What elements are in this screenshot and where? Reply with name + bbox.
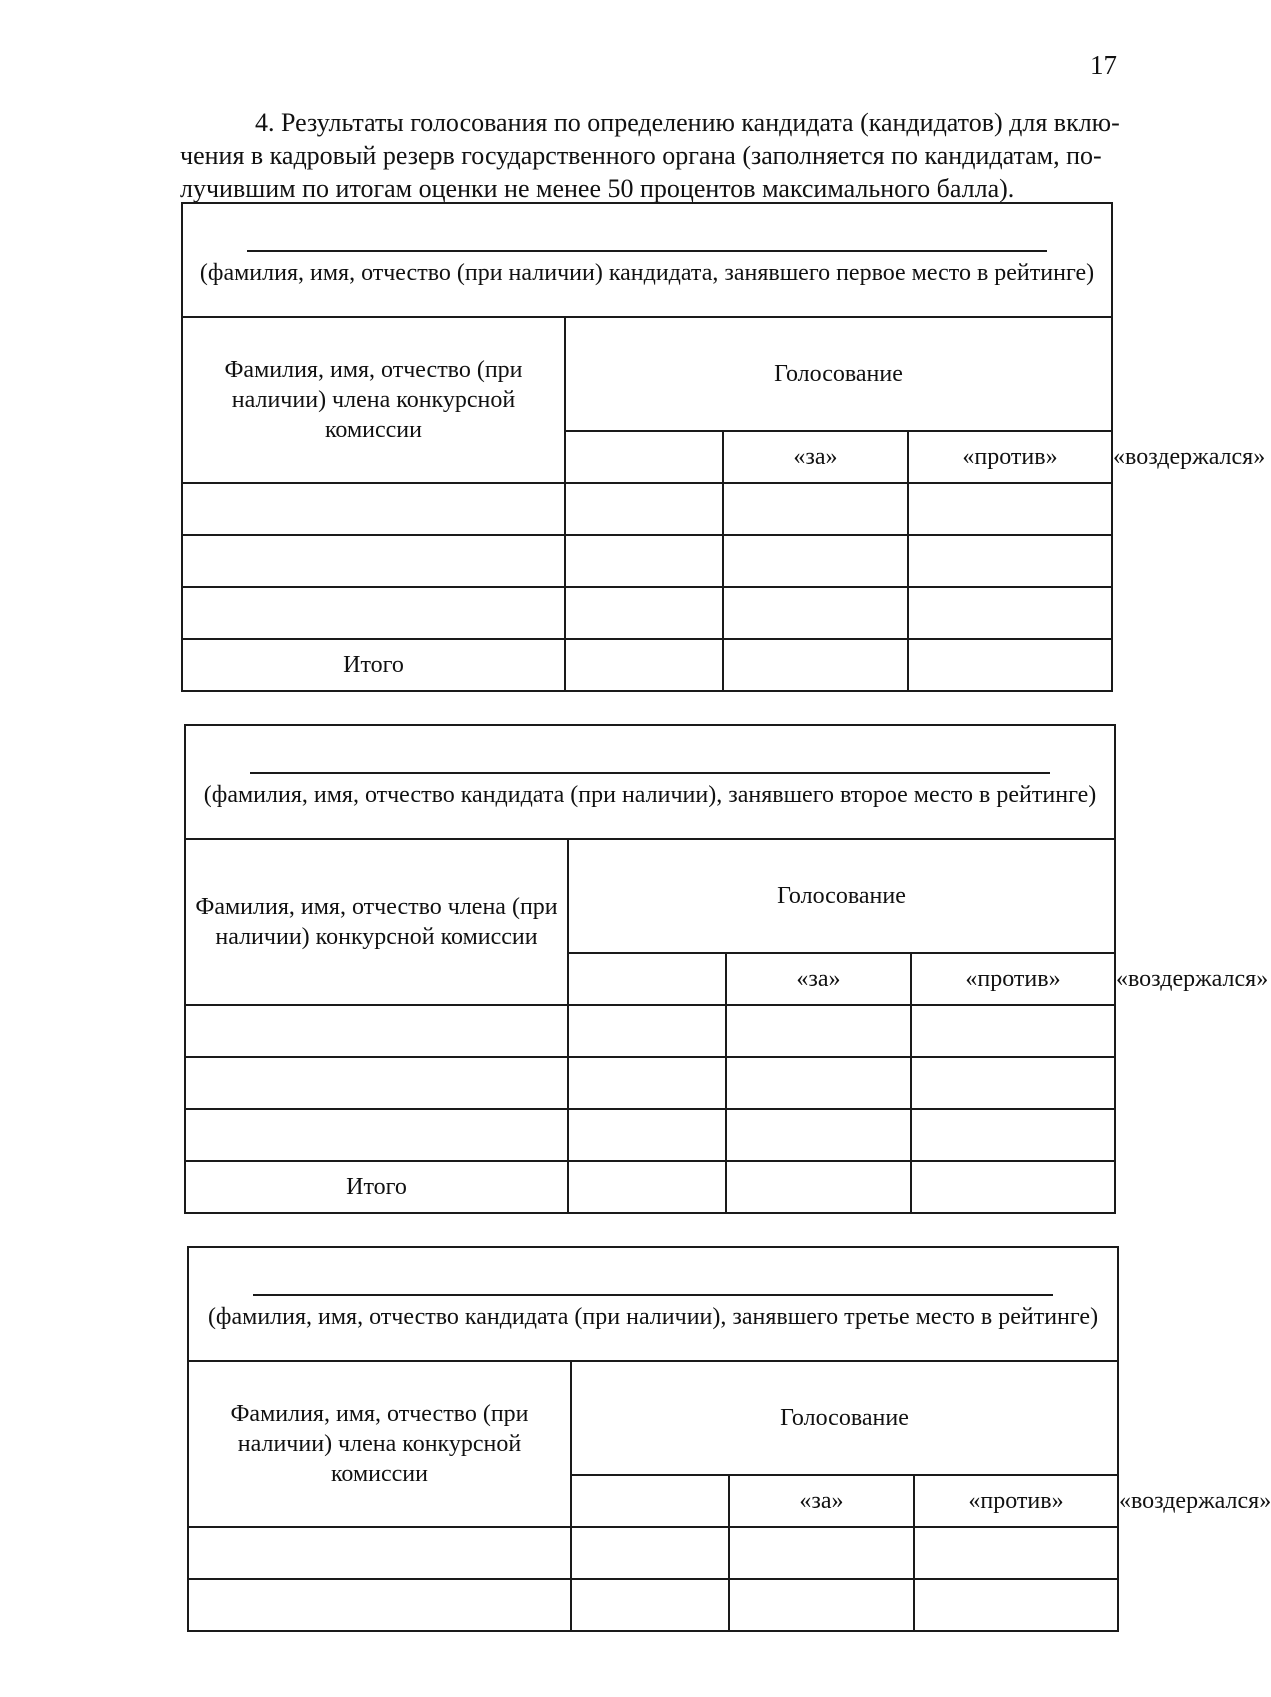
vote-against-cell[interactable]: [726, 1109, 911, 1161]
vote-option-against: «против»: [911, 953, 1115, 1005]
candidate-name-cell[interactable]: [182, 203, 1112, 317]
member-name-cell[interactable]: [185, 1005, 568, 1057]
intro-line-3: лучившим по итогам оценки не менее 50 процентов максимального балла).: [180, 174, 1015, 203]
total-for-cell[interactable]: [568, 1161, 726, 1213]
vote-against-cell[interactable]: [723, 483, 908, 535]
table-row: [182, 587, 1112, 639]
total-against-cell[interactable]: [726, 1161, 911, 1213]
vote-abstain-cell[interactable]: [911, 1109, 1115, 1161]
vote-option-for: «за»: [726, 953, 911, 1005]
vote-abstain-cell[interactable]: [911, 1057, 1115, 1109]
member-name-cell[interactable]: [182, 483, 565, 535]
vote-for-cell[interactable]: [571, 1527, 729, 1579]
vote-for-cell[interactable]: [565, 535, 723, 587]
vote-for-cell[interactable]: [568, 1109, 726, 1161]
member-name-cell[interactable]: [185, 1109, 568, 1161]
candidate-name-line: [247, 250, 1047, 252]
member-name-cell[interactable]: [182, 535, 565, 587]
vote-abstain-cell[interactable]: [908, 587, 1112, 639]
voting-header: Голосование: [568, 839, 1115, 953]
vote-against-cell[interactable]: [726, 1005, 911, 1057]
table-row: [188, 1527, 1118, 1579]
total-abstain-cell[interactable]: [911, 1161, 1115, 1213]
total-row: [182, 639, 1112, 691]
voting-table-third-place: (фамилия, имя, отчество кандидата (при наличии), занявшего третье место в рейтинге) Фамилия, имя, отчество (при наличии) члена конкурсной комиссии Голосование «за» «против» «воздержался»: [187, 1246, 1119, 1632]
member-name-cell[interactable]: [182, 587, 565, 639]
vote-abstain-cell[interactable]: [914, 1579, 1118, 1631]
vote-option-against: «против»: [914, 1475, 1118, 1527]
member-name-cell[interactable]: [188, 1579, 571, 1631]
voting-header: Голосование: [565, 317, 1112, 431]
candidate-name-cell[interactable]: [188, 1247, 1118, 1361]
member-column-header: Фамилия, имя, отчество (при наличии) члена конкурсной комиссии: [188, 1361, 571, 1527]
voting-header: Голосование: [571, 1361, 1118, 1475]
total-row: [185, 1161, 1115, 1213]
vote-option-against: «против»: [908, 431, 1112, 483]
voting-table-second-place: (фамилия, имя, отчество кандидата (при наличии), занявшего второе место в рейтинге) Фамилия, имя, отчество члена (при наличии) конкурсной комиссии Голосование «за» «против» «воздержался» Итого: [184, 724, 1116, 1214]
vote-option-for: «за»: [723, 431, 908, 483]
member-name-cell[interactable]: [571, 1475, 729, 1527]
vote-option-for: «за»: [729, 1475, 914, 1527]
vote-abstain-cell[interactable]: [911, 1005, 1115, 1057]
candidate-name-line: [250, 772, 1050, 774]
vote-abstain-cell[interactable]: [914, 1527, 1118, 1579]
member-name-cell[interactable]: [185, 1057, 568, 1109]
vote-for-cell[interactable]: [565, 483, 723, 535]
total-label: Итого: [185, 1161, 568, 1213]
total-against-cell[interactable]: [723, 639, 908, 691]
vote-for-cell[interactable]: [565, 587, 723, 639]
total-for-cell[interactable]: [565, 639, 723, 691]
member-name-cell[interactable]: [188, 1527, 571, 1579]
vote-against-cell[interactable]: [723, 535, 908, 587]
vote-abstain-cell[interactable]: [908, 535, 1112, 587]
table-row: [188, 1579, 1118, 1631]
table-row: [185, 1005, 1115, 1057]
intro-line-1: 4. Результаты голосования по определению кандидата (кандидатов) для вклю-: [255, 108, 1120, 137]
intro-line-2: чения в кадровый резерв государственного органа (заполняется по кандидатам, по-: [180, 141, 1102, 170]
vote-against-cell[interactable]: [729, 1579, 914, 1631]
table-row: [185, 1109, 1115, 1161]
section-intro-paragraph: [180, 106, 1130, 205]
candidate-caption: (фамилия, имя, отчество кандидата (при наличии), занявшего второе место в рейтинге): [203, 782, 1097, 808]
vote-for-cell[interactable]: [571, 1579, 729, 1631]
candidate-name-cell[interactable]: [185, 725, 1115, 839]
table-row: [185, 1057, 1115, 1109]
page-number: 17: [1090, 50, 1117, 80]
voting-table-first-place: (фамилия, имя, отчество (при наличии) кандидата, занявшего первое место в рейтинге) Фамилия, имя, отчество (при наличии) члена конкурсной комиссии Голосование «за» «против» «воздержался» Итого: [181, 202, 1113, 692]
vote-abstain-cell[interactable]: [908, 483, 1112, 535]
vote-against-cell[interactable]: [723, 587, 908, 639]
candidate-name-line: [253, 1294, 1053, 1296]
member-name-cell[interactable]: [568, 953, 726, 1005]
candidate-caption: (фамилия, имя, отчество (при наличии) кандидата, занявшего первое место в рейтинге): [199, 260, 1095, 286]
member-name-cell[interactable]: [565, 431, 723, 483]
vote-for-cell[interactable]: [568, 1005, 726, 1057]
vote-against-cell[interactable]: [726, 1057, 911, 1109]
member-column-header: Фамилия, имя, отчество члена (при наличии) конкурсной комиссии: [185, 839, 568, 1005]
total-abstain-cell[interactable]: [908, 639, 1112, 691]
vote-against-cell[interactable]: [729, 1527, 914, 1579]
total-label: Итого: [182, 639, 565, 691]
table-row: [182, 535, 1112, 587]
table-row: [182, 483, 1112, 535]
vote-for-cell[interactable]: [568, 1057, 726, 1109]
candidate-caption: (фамилия, имя, отчество кандидата (при наличии), занявшего третье место в рейтинге): [207, 1304, 1099, 1330]
member-column-header: Фамилия, имя, отчество (при наличии) члена конкурсной комиссии: [182, 317, 565, 483]
